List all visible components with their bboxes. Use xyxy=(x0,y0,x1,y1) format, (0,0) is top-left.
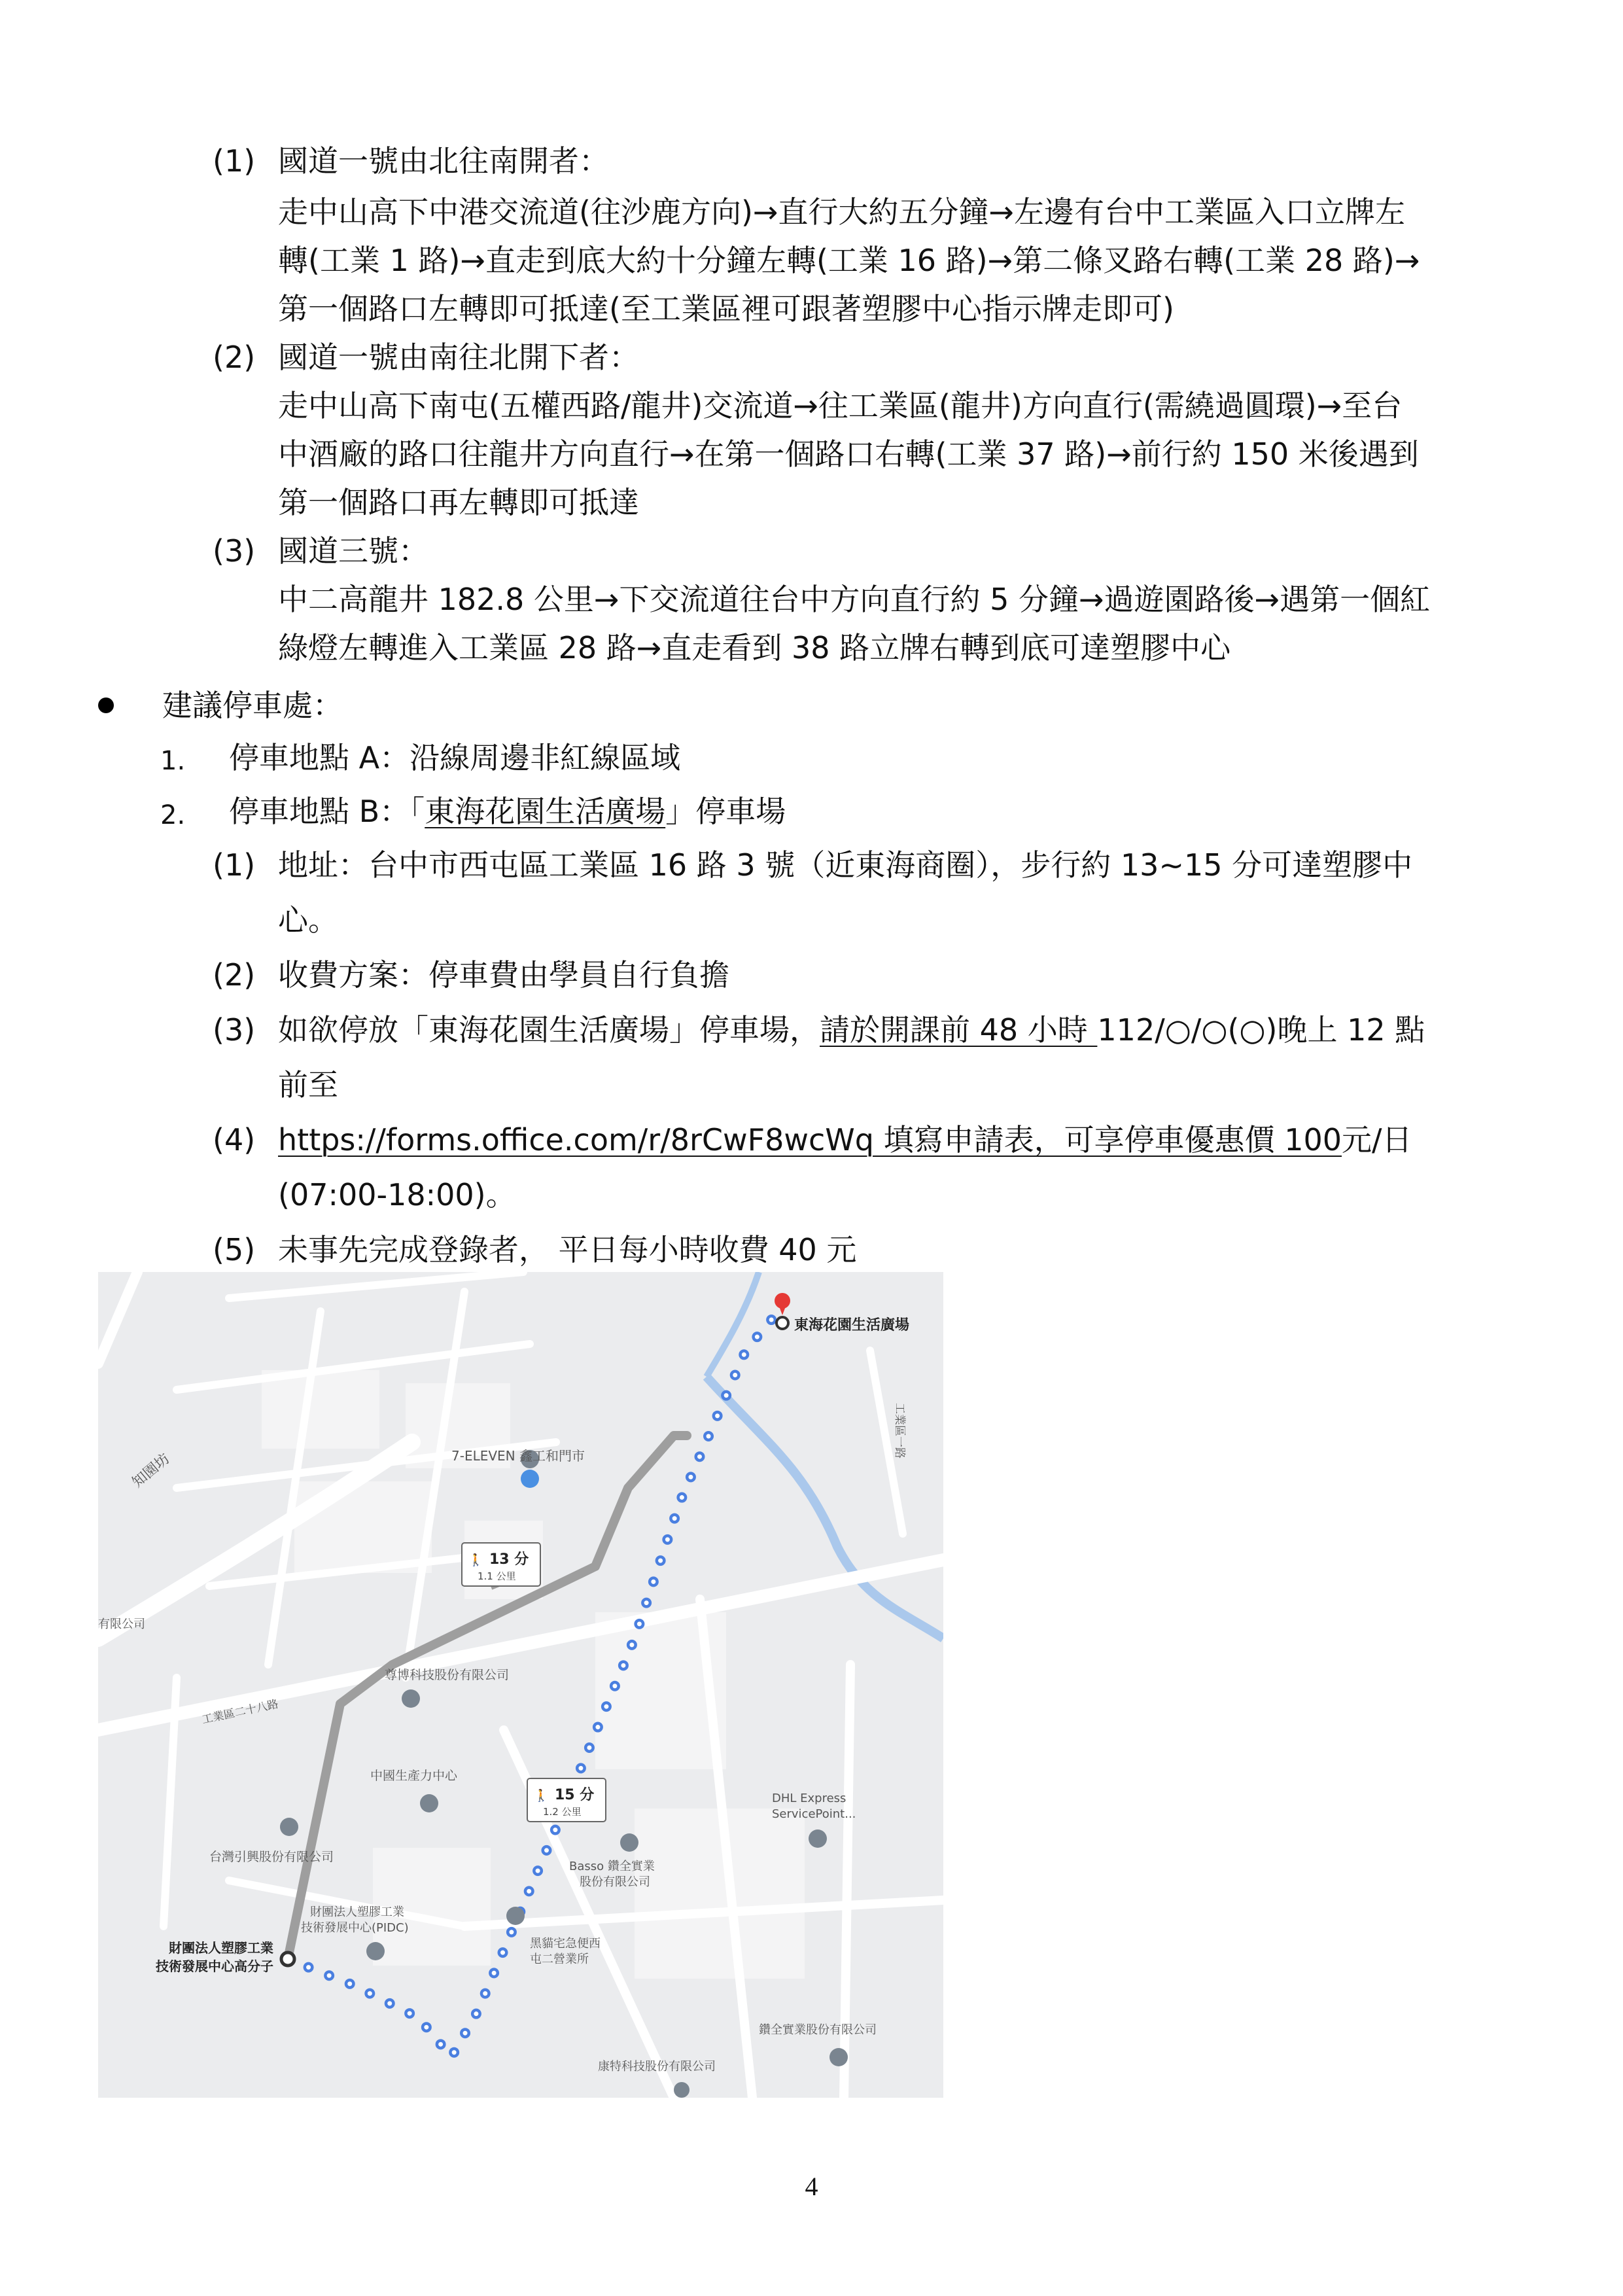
poi-label: ServicePoint... xyxy=(772,1807,856,1821)
form-underlined: 填寫申請表，可享停車優惠價 100 xyxy=(873,1122,1342,1157)
route-1-line: 走中山高下中港交流道(往沙鹿方向)→直行大約五分鐘→左邊有台中工業區入口立牌左 xyxy=(278,194,1405,230)
parking-hours: (07:00-18:00)。 xyxy=(278,1177,516,1212)
origin-label: 技術發展中心高分子 xyxy=(156,1958,273,1974)
road-label: 工業區二十八路 xyxy=(200,1697,280,1727)
poi-label: 財團法人塑膠工業 xyxy=(310,1905,404,1919)
route-a-time-box[interactable] xyxy=(462,1543,540,1586)
page-number: 4 xyxy=(805,2172,818,2201)
route-1-line: 第一個路口左轉即可抵達(至工業區裡可跟著塑膠中心指示牌走即可) xyxy=(278,291,1174,327)
route-b-time-box[interactable] xyxy=(527,1778,606,1822)
walk-icon: 🚶 xyxy=(534,1789,549,1803)
origin-marker-icon xyxy=(281,1952,294,1966)
route-3-line: 中二高龍井 182.8 公里→下交流道往台中方向直行約 5 分鐘→過遊園路後→遇第一個紅 xyxy=(278,582,1431,617)
route-2-line: 中酒廠的路口往龍井方向直行→在第一個路口右轉(工業 37 路)→前行約 150 米後遇到 xyxy=(278,436,1419,472)
parking-heading: 建議停車處： xyxy=(162,688,343,723)
route-2-title: 國道一號由南往北開下者： xyxy=(278,340,639,375)
parking-fee-plan: 收費方案：停車費由學員自行負擔 xyxy=(278,957,729,993)
poi-label: 技術發展中心(PIDC) xyxy=(301,1921,409,1935)
parking-b-text: 停車地點 B：「東海花園生活廣場」停車場 xyxy=(229,794,786,829)
parking-a-text: 停車地點 A：沿線周邊非紅線區域 xyxy=(229,740,681,775)
parking-b-name: 東海花園生活廣場 xyxy=(425,794,666,829)
parking-item-number: (5) xyxy=(213,1232,256,1267)
poi-label: 台灣引興股份有限公司 xyxy=(209,1850,334,1864)
route-3-number: (3) xyxy=(213,533,256,569)
poi-label: DHL Express xyxy=(772,1792,846,1805)
route-3-line: 綠燈左轉進入工業區 28 路→直走看到 38 路立牌右轉到底可達塑膠中心 xyxy=(278,630,1231,665)
route-1-number: (1) xyxy=(213,143,256,179)
route-b-distance: 1.2 公里 xyxy=(543,1806,582,1818)
route-2-line: 走中山高下南屯(五權西路/龍井)交流道→往工業區(龍井)方向直行(需繞過圓環)→至台 xyxy=(278,388,1403,423)
route-1-line: 轉(工業 1 路)→直走到底大約十分鐘左轉(工業 16 路)→第二條叉路右轉(工業 28 路)→ xyxy=(278,243,1420,278)
parking-b-number: 2. xyxy=(160,800,186,830)
road-label: 工業區一路 xyxy=(893,1403,906,1458)
poi-label: 尊博科技股份有限公司 xyxy=(385,1668,510,1682)
route-a-time: 13 分 xyxy=(489,1551,529,1568)
walk-icon: 🚶 xyxy=(468,1553,483,1567)
origin-label: 財團法人塑膠工業 xyxy=(169,1940,273,1956)
route-3-title: 國道三號： xyxy=(278,533,428,569)
parking-unregistered-fee: 未事先完成登錄者， 平日每小時收費 40 元 xyxy=(278,1232,857,1267)
road-label: 知園坊 xyxy=(129,1451,173,1491)
poi-label: 有限公司 xyxy=(98,1617,145,1631)
poi-label: 屯二營業所 xyxy=(530,1952,589,1966)
parking-register-note-cont: 前至 xyxy=(278,1067,338,1103)
parking-address-cont: 心。 xyxy=(278,902,338,938)
parking-item-number: (2) xyxy=(213,957,256,993)
parking-a-number: 1. xyxy=(160,746,186,776)
poi-label: 黑貓宅急便西 xyxy=(530,1937,601,1951)
poi-label: 7-ELEVEN 鑫工和門市 xyxy=(451,1448,585,1464)
route-map xyxy=(98,1272,943,2098)
route-2-number: (2) xyxy=(213,340,256,375)
bullet-icon xyxy=(98,698,114,713)
parking-register-note: 如欲停放「東海花園生活廣場」停車場，請於開課前 48 小時 112/○/○(○)晚上 12 點 xyxy=(278,1012,1425,1048)
poi-label: 鑽全實業股份有限公司 xyxy=(759,2023,877,2037)
poi-label: 中國生產力中心 xyxy=(370,1769,458,1783)
destination-label: 東海花園生活廣場 xyxy=(794,1317,910,1333)
parking-item-number: (3) xyxy=(213,1012,256,1048)
route-b-time: 15 分 xyxy=(555,1787,595,1803)
poi-label: Basso 鑽全實業 xyxy=(569,1860,655,1873)
form-link[interactable]: https://forms.office.com/r/8rCwF8wcWq xyxy=(278,1122,874,1157)
poi-label: 股份有限公司 xyxy=(580,1875,650,1889)
parking-item-number: (1) xyxy=(213,847,256,883)
route-2-line: 第一個路口再左轉即可抵達 xyxy=(278,485,639,520)
parking-item-number: (4) xyxy=(213,1122,256,1157)
route-a-distance: 1.1 公里 xyxy=(478,1570,516,1582)
route-1-title: 國道一號由北往南開者： xyxy=(278,143,609,179)
parking-address: 地址：台中市西屯區工業區 16 路 3 號（近東海商圈），步行約 13~15 分可達塑膠中 xyxy=(278,847,1413,883)
parking-form: https://forms.office.com/r/8rCwF8wcWq 填寫申請表，可享停車優惠價 100元/日 xyxy=(278,1122,1412,1157)
poi-label: 康特科技股份有限公司 xyxy=(598,2060,716,2074)
deadline-underlined: 請於開課前 48 小時 xyxy=(820,1012,1098,1048)
